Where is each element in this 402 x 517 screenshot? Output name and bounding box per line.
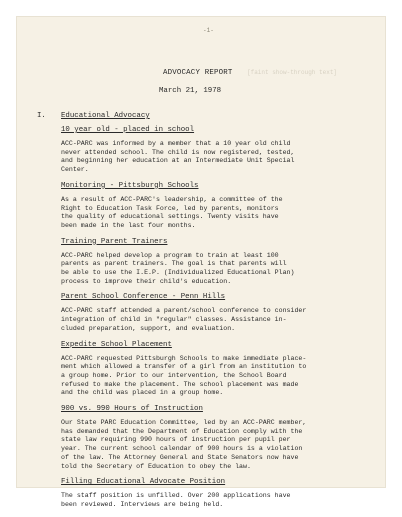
report-title: ADVOCACY REPORT	[163, 69, 233, 77]
section-numeral: I.	[37, 112, 46, 120]
item-heading: 900 vs. 990 Hours of Instruction	[61, 405, 203, 414]
section-heading	[37, 112, 371, 126]
item-body: Our State PARC Education Committee, led by an ACC-PARC member, has demanded that the Department of Education comply with the state law requiring 990 hours of instruction per pupil per year. The current school calendar of 900 hours is a violation of the law. The Attorney General and State Senators now have told the Secretary of Education to obey the law.	[61, 419, 307, 470]
report-item	[61, 182, 371, 231]
item-body: The staff position is unfilled. Over 200 applications have been reviewed. Interviews are being held.	[61, 492, 291, 508]
item-heading: Filling Educational Advocate Position	[61, 478, 226, 487]
section-title: Educational Advocacy	[61, 112, 150, 120]
report-item	[61, 293, 371, 333]
show-through-text: [faint show-through text]	[247, 69, 338, 76]
report-content	[37, 112, 371, 517]
report-item	[61, 405, 371, 471]
report-item	[61, 341, 371, 399]
item-body: ACC-PARC was informed by a member that a 10 year old child never attended school. The child is now registered, tested, and beginning her education at an Intermediate Unit Special Center.	[61, 140, 295, 174]
item-body: ACC-PARC helped develop a program to train at least 100 parents as parent trainers. The goal is that parents will be able to use the I.E.P. (Individualized Educational Plan) process to improve their child's education.	[61, 251, 295, 285]
report-item	[61, 126, 371, 175]
item-body: As a result of ACC-PARC's leadership, a committee of the Right to Education Task Force, led by parents, monitors the quality of educational settings. Twenty visits have been made in the last four months.	[61, 195, 283, 229]
item-heading: Training Parent Trainers	[61, 237, 168, 246]
item-heading: Parent School Conference - Penn Hills	[61, 293, 226, 302]
item-heading: Monitoring - Pittsburgh Schools	[61, 181, 199, 190]
item-body: ACC-PARC staff attended a parent/school conference to consider integration of child in "regular" classes. Assistance in- cluded preparation, support, and evaluation.	[61, 307, 307, 332]
item-body: ACC-PARC requested Pittsburgh Schools to make immediate place- ment which allowed a transfer of a girl from an institution to a group home. Prior to our intervention, the School Board refused to make the placement. The school placement was made and the child was placed in a group home.	[61, 354, 307, 397]
item-heading: Expedite School Placement	[61, 340, 172, 349]
document-page	[17, 17, 385, 508]
report-item	[61, 478, 371, 509]
report-date: March 21, 1978	[159, 87, 222, 95]
item-heading: 10 year old - placed in school	[61, 126, 195, 134]
page-mark: -1-	[203, 27, 214, 34]
report-item	[61, 238, 371, 287]
